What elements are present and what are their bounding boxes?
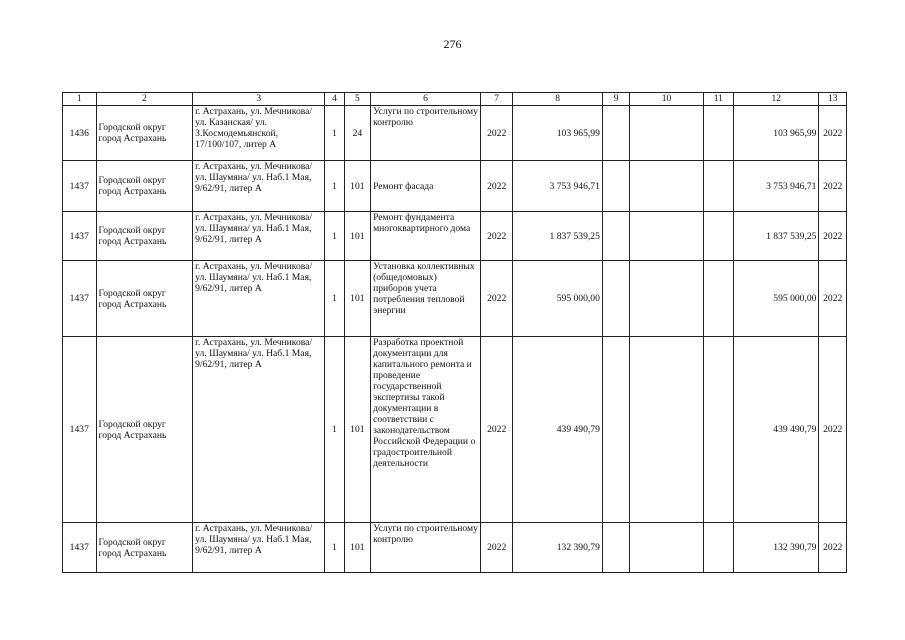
column-header: 7	[480, 93, 513, 106]
col-10-value	[630, 106, 703, 161]
work-type: Ремонт фасада	[371, 161, 481, 212]
year: 2022	[480, 106, 513, 161]
col-4-value: 1	[325, 212, 344, 261]
row-number: 1437	[63, 523, 97, 573]
address: г. Астрахань, ул. Мечникова/ ул. Шаумяна/ ул. Наб.1 Мая, 9/62/91, литер А	[193, 212, 325, 261]
col-5-value: 101	[344, 523, 370, 573]
column-header: 4	[325, 93, 344, 106]
row-number: 1436	[63, 106, 97, 161]
col-11-value	[703, 523, 734, 573]
end-year: 2022	[819, 161, 847, 212]
municipality: Городской округ город Астрахань	[96, 261, 193, 337]
work-type: Услуги по строительному контролю	[371, 523, 481, 573]
column-header: 10	[630, 93, 703, 106]
page-number: 276	[443, 37, 462, 51]
column-header: 13	[819, 93, 847, 106]
col-10-value	[630, 523, 703, 573]
table-row	[63, 523, 847, 573]
municipality: Городской округ город Астрахань	[96, 106, 193, 161]
total-cost: 132 390,79	[513, 523, 602, 573]
year: 2022	[480, 523, 513, 573]
work-type: Установка коллективных (общедомовых) приборов учета потребления тепловой энергии	[371, 261, 481, 337]
col-11-value	[703, 337, 734, 523]
row-number: 1437	[63, 261, 97, 337]
col-5-value: 101	[344, 212, 370, 261]
col-4-value: 1	[325, 261, 344, 337]
total-cost: 103 965,99	[513, 106, 602, 161]
table-row	[63, 212, 847, 261]
table-header-row	[63, 93, 847, 106]
col-10-value	[630, 212, 703, 261]
municipality: Городской округ город Астрахань	[96, 337, 193, 523]
row-number: 1437	[63, 212, 97, 261]
table-row	[63, 337, 847, 523]
column-header: 5	[344, 93, 370, 106]
cost-amount: 595 000,00	[734, 261, 819, 337]
column-header: 9	[602, 93, 629, 106]
table-row	[63, 161, 847, 212]
col-5-value: 101	[344, 261, 370, 337]
col-11-value	[703, 161, 734, 212]
col-9-value	[602, 212, 629, 261]
table-row	[63, 106, 847, 161]
col-10-value	[630, 161, 703, 212]
row-number: 1437	[63, 337, 97, 523]
year: 2022	[480, 261, 513, 337]
col-11-value	[703, 106, 734, 161]
year: 2022	[480, 161, 513, 212]
address: г. Астрахань, ул. Мечникова/ ул. Шаумяна/ ул. Наб.1 Мая, 9/62/91, литер А	[193, 337, 325, 523]
col-4-value: 1	[325, 106, 344, 161]
col-5-value: 24	[344, 106, 370, 161]
year: 2022	[480, 337, 513, 523]
cost-amount: 132 390,79	[734, 523, 819, 573]
municipality: Городской округ город Астрахань	[96, 523, 193, 573]
work-type: Услуги по строительному контролю	[371, 106, 481, 161]
work-type: Разработка проектной документации для капитального ремонта и проведение государственной экспертизы такой документации в соответствии с законодательством Российской Федерации о градостроительной деятельности	[371, 337, 481, 523]
total-cost: 595 000,00	[513, 261, 602, 337]
column-header: 3	[193, 93, 325, 106]
municipality: Городской округ город Астрахань	[96, 212, 193, 261]
col-5-value: 101	[344, 161, 370, 212]
row-number: 1437	[63, 161, 97, 212]
end-year: 2022	[819, 523, 847, 573]
column-header: 2	[96, 93, 193, 106]
address: г. Астрахань, ул. Мечникова/ ул. Казанская/ ул. З.Космодемьянской, 17/100/107, литер А	[193, 106, 325, 161]
col-11-value	[703, 261, 734, 337]
col-4-value: 1	[325, 523, 344, 573]
column-header: 11	[703, 93, 734, 106]
col-4-value: 1	[325, 337, 344, 523]
total-cost: 439 490,79	[513, 337, 602, 523]
address: г. Астрахань, ул. Мечникова/ ул. Шаумяна/ ул. Наб.1 Мая, 9/62/91, литер А	[193, 161, 325, 212]
col-10-value	[630, 261, 703, 337]
address: г. Астрахань, ул. Мечникова/ ул. Шаумяна/ ул. Наб.1 Мая, 9/62/91, литер А	[193, 261, 325, 337]
col-10-value	[630, 337, 703, 523]
col-9-value	[602, 106, 629, 161]
total-cost: 1 837 539,25	[513, 212, 602, 261]
year: 2022	[480, 212, 513, 261]
cost-amount: 1 837 539,25	[734, 212, 819, 261]
end-year: 2022	[819, 212, 847, 261]
column-header: 1	[63, 93, 97, 106]
column-header: 8	[513, 93, 602, 106]
col-11-value	[703, 212, 734, 261]
end-year: 2022	[819, 261, 847, 337]
col-9-value	[602, 523, 629, 573]
col-5-value: 101	[344, 337, 370, 523]
col-9-value	[602, 261, 629, 337]
address: г. Астрахань, ул. Мечникова/ ул. Шаумяна/ ул. Наб.1 Мая, 9/62/91, литер А	[193, 523, 325, 573]
table-row	[63, 261, 847, 337]
municipality: Городской округ город Астрахань	[96, 161, 193, 212]
end-year: 2022	[819, 106, 847, 161]
column-header: 12	[734, 93, 819, 106]
col-4-value: 1	[325, 161, 344, 212]
cost-amount: 3 753 946,71	[734, 161, 819, 212]
cost-amount: 439 490,79	[734, 337, 819, 523]
col-9-value	[602, 337, 629, 523]
total-cost: 3 753 946,71	[513, 161, 602, 212]
cost-amount: 103 965,99	[734, 106, 819, 161]
column-header: 6	[371, 93, 481, 106]
end-year: 2022	[819, 337, 847, 523]
registry-table	[62, 92, 847, 573]
col-9-value	[602, 161, 629, 212]
work-type: Ремонт фундамента многоквартирного дома	[371, 212, 481, 261]
